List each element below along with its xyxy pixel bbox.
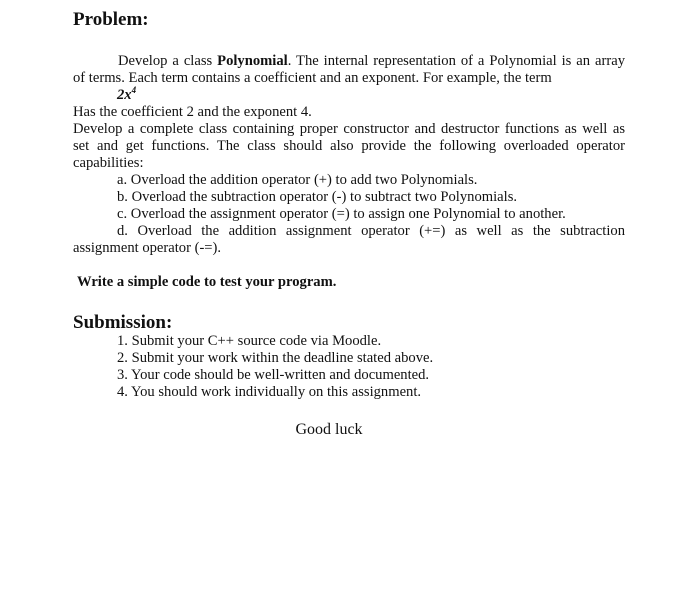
- requirements-line-1: Develop a complete class containing proper constructor and destructor functions as well as: [73, 121, 625, 137]
- test-instruction: Write a simple code to test your program.: [77, 274, 337, 290]
- closing-text: Good luck: [295, 421, 363, 438]
- submission-heading: Submission:: [73, 312, 173, 333]
- submission-item-2: 2. Submit your work within the deadline stated above.: [117, 350, 434, 366]
- submission-item-3: 3. Your code should be well-written and documented.: [117, 367, 430, 383]
- example-term: [117, 87, 136, 104]
- intro-post: . The internal representation of a Polynomial is an array: [287, 53, 625, 69]
- submission-item-4: 4. You should work individually on this assignment.: [117, 384, 422, 400]
- requirements-line-2: set and get functions. The class should also provide the following overloaded operator: [73, 138, 625, 154]
- intro-line-1: [73, 53, 625, 70]
- operator-item-d-line-1: d. Overload the addition assignment operator (+=) as well as the subtraction: [117, 223, 625, 239]
- submission-item-1: 1. Submit your C++ source code via Moodle.: [117, 333, 382, 349]
- operator-item-d-line-2: assignment operator (-=).: [73, 240, 222, 256]
- term-exponent: 4: [131, 85, 137, 95]
- intro-line-2: of terms. Each term contains a coefficient and an exponent. For example, the term: [73, 70, 552, 86]
- operator-item-b: b. Overload the subtraction operator (-) to subtract two Polynomials.: [117, 189, 518, 205]
- problem-heading: Problem:: [73, 9, 149, 30]
- requirements-line-3: capabilities:: [73, 155, 144, 171]
- term-note: Has the coefficient 2 and the exponent 4.: [73, 104, 312, 120]
- intro-class-name: Polynomial: [217, 53, 288, 69]
- operator-item-a: a. Overload the addition operator (+) to add two Polynomials.: [117, 172, 478, 188]
- operator-item-c: c. Overload the assignment operator (=) to assign one Polynomial to another.: [117, 206, 566, 222]
- term-base: 2x: [117, 87, 132, 103]
- intro-pre: Develop a class: [118, 53, 218, 69]
